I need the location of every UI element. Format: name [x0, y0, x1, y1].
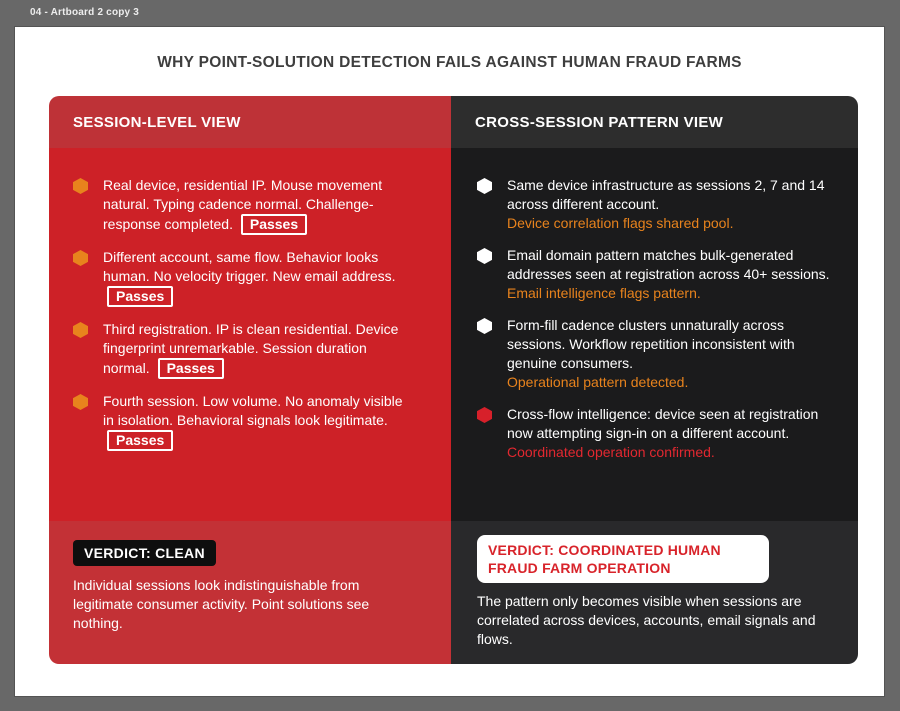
list-item-body: Form-fill cadence clusters unnaturally across sessions. Workflow repetition inconsistent with genuine consumers. — [507, 317, 795, 371]
session-level-body — [49, 148, 451, 521]
cross-session-verdict-section — [451, 521, 858, 664]
list-item-text — [103, 176, 403, 235]
verdict-fraud-text: The pattern only becomes visible when sessions are correlated across devices, accounts, email signals and flows. — [477, 593, 816, 647]
list-item-text — [103, 248, 403, 307]
session-level-header — [49, 96, 451, 148]
list-item-text — [507, 246, 842, 303]
hexagon-bullet-icon — [477, 407, 492, 423]
list-item-text — [507, 405, 842, 462]
passes-badge: Passes — [107, 430, 173, 451]
session-level-panel — [49, 96, 451, 664]
list-item-body: Email domain pattern matches bulk-generated addresses seen at registration across 40+ sessions. — [507, 247, 830, 282]
list-item-body: Cross-flow intelligence: device seen at registration now attempting sign-in on a different account. — [507, 406, 819, 441]
list-item-body: Third registration. IP is clean residential. Device fingerprint unremarkable. Session duration normal. — [103, 321, 399, 376]
list-item — [477, 405, 844, 462]
list-item — [477, 316, 844, 392]
list-item — [477, 246, 844, 303]
hexagon-bullet-icon — [477, 178, 492, 194]
list-item-text — [507, 316, 842, 392]
artboard-label[interactable]: 04 - Artboard 2 copy 3 — [30, 7, 140, 18]
list-item-accent: Coordinated operation confirmed. — [507, 444, 715, 460]
cross-session-header-label: CROSS-SESSION PATTERN VIEW — [475, 113, 724, 131]
list-item-text — [507, 176, 842, 233]
list-item — [73, 392, 437, 451]
list-item-text — [103, 392, 403, 451]
list-item — [73, 176, 437, 235]
hexagon-bullet-icon — [477, 248, 492, 264]
artboard-canvas — [14, 26, 885, 697]
passes-badge: Passes — [107, 286, 173, 307]
hexagon-bullet-icon — [477, 318, 492, 334]
hexagon-bullet-icon — [73, 178, 88, 194]
hexagon-bullet-icon — [73, 394, 88, 410]
list-item-body: Fourth session. Low volume. No anomaly visible in isolation. Behavioral signals look legitimate. — [103, 393, 403, 428]
comparison-card — [49, 96, 858, 664]
list-item-body: Same device infrastructure as sessions 2, 7 and 14 across different account. — [507, 177, 825, 212]
verdict-clean-text: Individual sessions look indistinguishable from legitimate consumer activity. Point solutions see nothing. — [73, 577, 370, 631]
list-item-accent: Email intelligence flags pattern. — [507, 285, 701, 301]
list-item — [73, 248, 437, 307]
hexagon-bullet-icon — [73, 322, 88, 338]
passes-badge: Passes — [158, 358, 224, 379]
list-item-accent: Device correlation flags shared pool. — [507, 215, 734, 231]
list-item-accent: Operational pattern detected. — [507, 374, 689, 390]
cross-session-header — [451, 96, 858, 148]
hexagon-bullet-icon — [73, 250, 88, 266]
cross-session-panel — [451, 96, 858, 664]
list-item-text — [103, 320, 403, 379]
list-item-body: Real device, residential IP. Mouse movement natural. Typing cadence normal. Challenge-response completed. — [103, 177, 383, 232]
passes-badge: Passes — [241, 214, 307, 235]
session-level-header-label: SESSION-LEVEL VIEW — [73, 113, 241, 131]
verdict-clean-badge: VERDICT: CLEAN — [73, 540, 216, 566]
list-item-body: Different account, same flow. Behavior looks human. No velocity trigger. New email address. — [103, 249, 396, 284]
list-item — [73, 320, 437, 379]
session-level-verdict-section — [49, 521, 451, 664]
verdict-fraud-badge: VERDICT: COORDINATED HUMAN FRAUD FARM OPERATION — [477, 535, 769, 583]
list-item — [477, 176, 844, 233]
cross-session-body — [451, 148, 858, 521]
page-title: WHY POINT-SOLUTION DETECTION FAILS AGAINST HUMAN FRAUD FARMS — [157, 54, 742, 71]
